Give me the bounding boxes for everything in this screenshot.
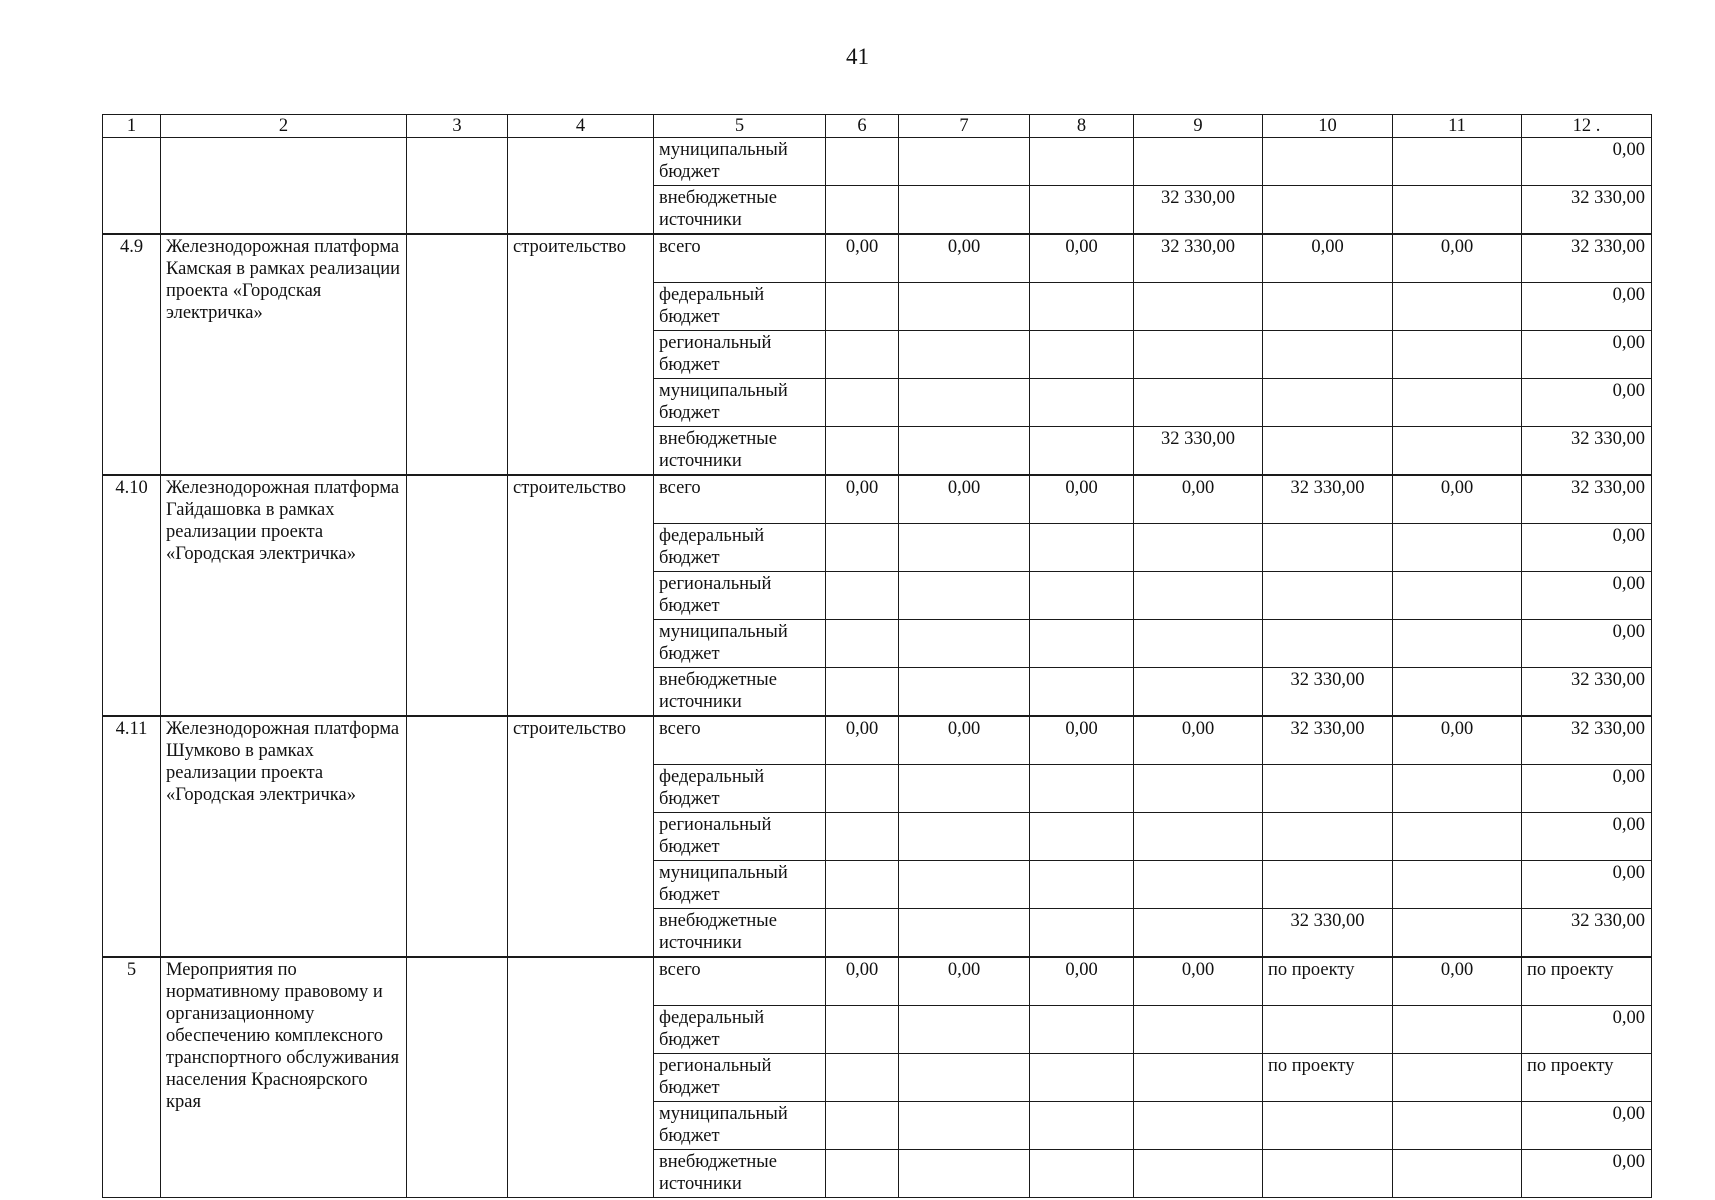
value-cell-col-10 — [1263, 1102, 1393, 1150]
value-cell-col-11 — [1393, 765, 1522, 813]
value-cell-col-10 — [1263, 765, 1393, 813]
item-name-cell: Железнодорожная платформа Шумково в рамках реализации проекта «Городская электричка» — [161, 716, 407, 957]
value-cell-col-11 — [1393, 813, 1522, 861]
value-cell-col-7 — [899, 331, 1030, 379]
value-cell-col-7: 0,00 — [899, 716, 1030, 765]
value-cell-col-11 — [1393, 668, 1522, 717]
value-cell-col-6: 0,00 — [826, 957, 899, 1006]
value-cell-col-6 — [826, 861, 899, 909]
value-cell-col-6: 0,00 — [826, 716, 899, 765]
value-cell-col-8: 0,00 — [1030, 957, 1134, 1006]
value-cell-col-11 — [1393, 138, 1522, 186]
value-cell-col-8 — [1030, 1150, 1134, 1198]
item-col3-cell — [407, 957, 508, 1198]
column-header-11: 11 — [1393, 115, 1522, 138]
value-cell-col-11 — [1393, 1006, 1522, 1054]
value-cell-col-7 — [899, 668, 1030, 717]
work-type-cell: строительство — [508, 716, 654, 957]
value-cell-col-10 — [1263, 572, 1393, 620]
value-cell-col-9 — [1134, 524, 1263, 572]
value-cell-col-8 — [1030, 1006, 1134, 1054]
value-cell-col-11 — [1393, 1150, 1522, 1198]
value-cell-col-11 — [1393, 186, 1522, 235]
column-header-4: 4 — [508, 115, 654, 138]
value-cell-col-10 — [1263, 524, 1393, 572]
total-value-cell: 32 330,00 — [1522, 909, 1652, 958]
total-value-cell: 0,00 — [1522, 331, 1652, 379]
total-value-cell: 0,00 — [1522, 813, 1652, 861]
item-number-cell: 4.9 — [103, 234, 161, 475]
funding-source-cell: региональный бюджет — [654, 572, 826, 620]
continued-id-cell — [103, 138, 161, 235]
funding-source-cell: всего — [654, 234, 826, 283]
financing-table — [102, 114, 1652, 1198]
value-cell-col-11 — [1393, 524, 1522, 572]
value-cell-col-11 — [1393, 1102, 1522, 1150]
value-cell-col-11: 0,00 — [1393, 957, 1522, 1006]
total-value-cell: 0,00 — [1522, 283, 1652, 331]
total-value-cell: 32 330,00 — [1522, 234, 1652, 283]
continued-name-cell — [161, 138, 407, 235]
value-cell-col-9: 0,00 — [1134, 716, 1263, 765]
value-cell-col-10 — [1263, 1150, 1393, 1198]
value-cell-col-9: 32 330,00 — [1134, 427, 1263, 476]
value-cell-col-10: 32 330,00 — [1263, 716, 1393, 765]
value-cell-col-6 — [826, 1102, 899, 1150]
value-cell-col-9 — [1134, 1054, 1263, 1102]
funding-source-cell: всего — [654, 475, 826, 524]
value-cell-col-11: 0,00 — [1393, 716, 1522, 765]
value-cell-col-7 — [899, 1150, 1030, 1198]
value-cell-col-8 — [1030, 765, 1134, 813]
value-cell-col-6 — [826, 186, 899, 235]
value-cell-col-8: 0,00 — [1030, 234, 1134, 283]
value-cell-col-7 — [899, 138, 1030, 186]
total-value-cell: 32 330,00 — [1522, 716, 1652, 765]
value-cell-col-11 — [1393, 427, 1522, 476]
value-cell-col-10 — [1263, 283, 1393, 331]
funding-source-cell: федеральный бюджет — [654, 283, 826, 331]
value-cell-col-7 — [899, 861, 1030, 909]
funding-source-cell: внебюджетные источники — [654, 186, 826, 235]
value-cell-col-10 — [1263, 379, 1393, 427]
value-cell-col-11 — [1393, 1054, 1522, 1102]
value-cell-col-10: 32 330,00 — [1263, 475, 1393, 524]
value-cell-col-7 — [899, 813, 1030, 861]
value-cell-col-9 — [1134, 765, 1263, 813]
item-number-cell: 5 — [103, 957, 161, 1198]
value-cell-col-7 — [899, 427, 1030, 476]
value-cell-col-9 — [1134, 909, 1263, 958]
value-cell-col-10: 32 330,00 — [1263, 909, 1393, 958]
value-cell-col-10 — [1263, 427, 1393, 476]
value-cell-col-8 — [1030, 813, 1134, 861]
table-header — [103, 115, 1652, 138]
value-cell-col-9 — [1134, 331, 1263, 379]
value-cell-col-6 — [826, 668, 899, 717]
value-cell-col-8 — [1030, 379, 1134, 427]
work-type-cell: строительство — [508, 475, 654, 716]
value-cell-col-7 — [899, 1102, 1030, 1150]
work-type-cell: строительство — [508, 234, 654, 475]
value-cell-col-8 — [1030, 524, 1134, 572]
item-name-cell: Мероприятия по нормативному правовому и организационному обеспечению комплексного транспортного обслуживания населения Красноярского края — [161, 957, 407, 1198]
funding-source-cell: муниципальный бюджет — [654, 138, 826, 186]
value-cell-col-9 — [1134, 379, 1263, 427]
funding-source-cell: всего — [654, 716, 826, 765]
value-cell-col-10 — [1263, 861, 1393, 909]
value-cell-col-7 — [899, 620, 1030, 668]
value-cell-col-7 — [899, 765, 1030, 813]
column-header-1: 1 — [103, 115, 161, 138]
value-cell-col-10 — [1263, 620, 1393, 668]
value-cell-col-6 — [826, 572, 899, 620]
item-number-cell: 4.11 — [103, 716, 161, 957]
column-header-7: 7 — [899, 115, 1030, 138]
funding-source-cell: федеральный бюджет — [654, 765, 826, 813]
value-cell-col-6 — [826, 1054, 899, 1102]
value-cell-col-6 — [826, 138, 899, 186]
total-value-cell: 0,00 — [1522, 765, 1652, 813]
value-cell-col-10 — [1263, 813, 1393, 861]
value-cell-col-8 — [1030, 1102, 1134, 1150]
value-cell-col-8: 0,00 — [1030, 716, 1134, 765]
value-cell-col-10: 32 330,00 — [1263, 668, 1393, 717]
value-cell-col-10: по проекту — [1263, 957, 1393, 1006]
total-value-cell: 32 330,00 — [1522, 475, 1652, 524]
value-cell-col-6 — [826, 427, 899, 476]
column-header-3: 3 — [407, 115, 508, 138]
value-cell-col-6 — [826, 813, 899, 861]
value-cell-col-8 — [1030, 138, 1134, 186]
funding-source-cell: внебюджетные источники — [654, 909, 826, 958]
value-cell-col-6: 0,00 — [826, 234, 899, 283]
value-cell-col-9: 0,00 — [1134, 475, 1263, 524]
value-cell-col-8: 0,00 — [1030, 475, 1134, 524]
value-cell-col-9 — [1134, 1150, 1263, 1198]
value-cell-col-8 — [1030, 909, 1134, 958]
column-header-10: 10 — [1263, 115, 1393, 138]
value-cell-col-10: по проекту — [1263, 1054, 1393, 1102]
item-number-cell: 4.10 — [103, 475, 161, 716]
work-type-cell — [508, 957, 654, 1198]
total-value-cell: по проекту — [1522, 957, 1652, 1006]
value-cell-col-6: 0,00 — [826, 475, 899, 524]
table-row — [103, 957, 1652, 1006]
item-name-cell: Железнодорожная платформа Камская в рамках реализации проекта «Городская электричка» — [161, 234, 407, 475]
value-cell-col-7 — [899, 379, 1030, 427]
funding-source-cell: федеральный бюджет — [654, 1006, 826, 1054]
value-cell-col-11 — [1393, 620, 1522, 668]
value-cell-col-10 — [1263, 186, 1393, 235]
value-cell-col-9 — [1134, 138, 1263, 186]
value-cell-col-10 — [1263, 1006, 1393, 1054]
funding-source-cell: региональный бюджет — [654, 813, 826, 861]
value-cell-col-7 — [899, 186, 1030, 235]
value-cell-col-9: 32 330,00 — [1134, 186, 1263, 235]
value-cell-col-6 — [826, 909, 899, 958]
value-cell-col-10 — [1263, 331, 1393, 379]
value-cell-col-8 — [1030, 668, 1134, 717]
value-cell-col-11 — [1393, 379, 1522, 427]
value-cell-col-9 — [1134, 283, 1263, 331]
total-value-cell: 0,00 — [1522, 524, 1652, 572]
value-cell-col-6 — [826, 331, 899, 379]
funding-source-cell: внебюджетные источники — [654, 1150, 826, 1198]
value-cell-col-6 — [826, 283, 899, 331]
value-cell-col-9 — [1134, 1102, 1263, 1150]
total-value-cell: 0,00 — [1522, 1102, 1652, 1150]
total-value-cell: 32 330,00 — [1522, 427, 1652, 476]
value-cell-col-8 — [1030, 620, 1134, 668]
value-cell-col-7: 0,00 — [899, 234, 1030, 283]
value-cell-col-9: 0,00 — [1134, 957, 1263, 1006]
total-value-cell: 32 330,00 — [1522, 186, 1652, 235]
total-value-cell: по проекту — [1522, 1054, 1652, 1102]
total-value-cell: 0,00 — [1522, 572, 1652, 620]
page-number: 41 — [846, 44, 869, 69]
value-cell-col-9 — [1134, 668, 1263, 717]
value-cell-col-8 — [1030, 861, 1134, 909]
table-row — [103, 234, 1652, 283]
value-cell-col-7 — [899, 1054, 1030, 1102]
header-row — [103, 115, 1652, 138]
funding-source-cell: муниципальный бюджет — [654, 620, 826, 668]
total-value-cell: 0,00 — [1522, 138, 1652, 186]
value-cell-col-6 — [826, 765, 899, 813]
value-cell-col-10 — [1263, 138, 1393, 186]
column-header-8: 8 — [1030, 115, 1134, 138]
value-cell-col-6 — [826, 1150, 899, 1198]
value-cell-col-11 — [1393, 283, 1522, 331]
value-cell-col-11 — [1393, 331, 1522, 379]
funding-source-cell: всего — [654, 957, 826, 1006]
value-cell-col-9 — [1134, 861, 1263, 909]
funding-source-cell: региональный бюджет — [654, 1054, 826, 1102]
value-cell-col-6 — [826, 524, 899, 572]
value-cell-col-6 — [826, 620, 899, 668]
value-cell-col-8 — [1030, 1054, 1134, 1102]
value-cell-col-6 — [826, 379, 899, 427]
column-header-6: 6 — [826, 115, 899, 138]
value-cell-col-7: 0,00 — [899, 475, 1030, 524]
value-cell-col-8 — [1030, 186, 1134, 235]
value-cell-col-9 — [1134, 620, 1263, 668]
value-cell-col-8 — [1030, 283, 1134, 331]
value-cell-col-6 — [826, 1006, 899, 1054]
value-cell-col-11 — [1393, 572, 1522, 620]
value-cell-col-9: 32 330,00 — [1134, 234, 1263, 283]
value-cell-col-9 — [1134, 1006, 1263, 1054]
value-cell-col-7 — [899, 1006, 1030, 1054]
funding-source-cell: региональный бюджет — [654, 331, 826, 379]
column-header-5: 5 — [654, 115, 826, 138]
value-cell-col-7 — [899, 572, 1030, 620]
column-header-12: 12 . — [1522, 115, 1652, 138]
item-col3-cell — [407, 716, 508, 957]
value-cell-col-11: 0,00 — [1393, 475, 1522, 524]
value-cell-col-8 — [1030, 572, 1134, 620]
value-cell-col-11 — [1393, 861, 1522, 909]
total-value-cell: 0,00 — [1522, 620, 1652, 668]
value-cell-col-7 — [899, 524, 1030, 572]
funding-source-cell: муниципальный бюджет — [654, 379, 826, 427]
funding-source-cell: муниципальный бюджет — [654, 1102, 826, 1150]
value-cell-col-8 — [1030, 427, 1134, 476]
value-cell-col-8 — [1030, 331, 1134, 379]
continued-type-cell — [508, 138, 654, 235]
total-value-cell: 0,00 — [1522, 1006, 1652, 1054]
funding-source-cell: муниципальный бюджет — [654, 861, 826, 909]
value-cell-col-11 — [1393, 909, 1522, 958]
value-cell-col-9 — [1134, 572, 1263, 620]
value-cell-col-7 — [899, 909, 1030, 958]
funding-source-cell: внебюджетные источники — [654, 427, 826, 476]
table-body — [103, 138, 1652, 1198]
value-cell-col-11: 0,00 — [1393, 234, 1522, 283]
financing-table-sheet — [102, 114, 1651, 1198]
value-cell-col-9 — [1134, 813, 1263, 861]
item-col3-cell — [407, 234, 508, 475]
total-value-cell: 32 330,00 — [1522, 668, 1652, 717]
value-cell-col-10: 0,00 — [1263, 234, 1393, 283]
total-value-cell: 0,00 — [1522, 861, 1652, 909]
continued-col3-cell — [407, 138, 508, 235]
total-value-cell: 0,00 — [1522, 1150, 1652, 1198]
column-header-9: 9 — [1134, 115, 1263, 138]
item-name-cell: Железнодорожная платформа Гайдашовка в рамках реализации проекта «Городская электричка» — [161, 475, 407, 716]
continuation-row — [103, 138, 1652, 186]
table-row — [103, 475, 1652, 524]
funding-source-cell: внебюджетные источники — [654, 668, 826, 717]
table-row — [103, 716, 1652, 765]
value-cell-col-7 — [899, 283, 1030, 331]
value-cell-col-7: 0,00 — [899, 957, 1030, 1006]
column-header-2: 2 — [161, 115, 407, 138]
total-value-cell: 0,00 — [1522, 379, 1652, 427]
funding-source-cell: федеральный бюджет — [654, 524, 826, 572]
item-col3-cell — [407, 475, 508, 716]
